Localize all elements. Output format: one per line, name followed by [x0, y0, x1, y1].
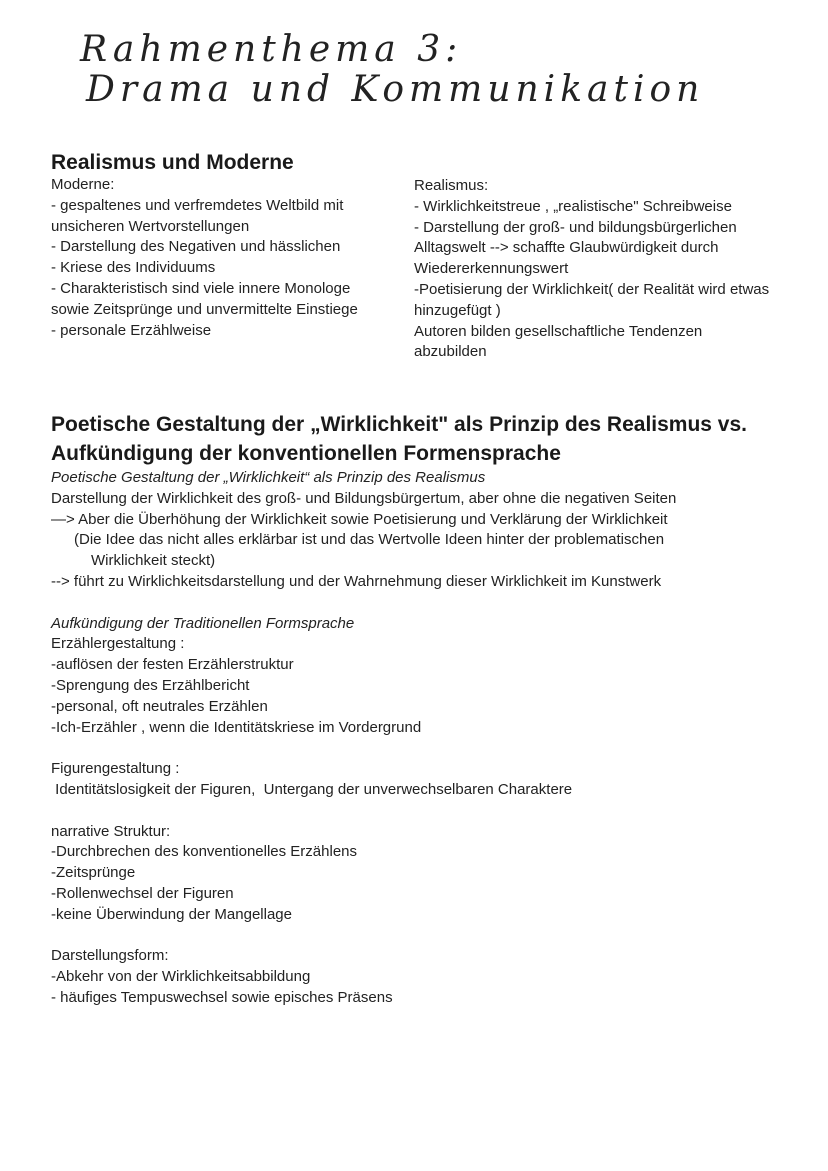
text-line: Wiedererkennungswert — [414, 260, 569, 278]
section-heading-realismus-moderne: Realismus und Moderne — [51, 151, 294, 174]
title-line-1: Rahmenthema 3: — [80, 29, 463, 70]
page-title — [80, 30, 704, 110]
list-item: -personal, oft neutrales Erzählen — [51, 697, 268, 715]
text-line: Identitätslosigkeit der Figuren, Untergang der unverwechselbaren Charaktere — [51, 780, 573, 798]
text-line: Wirklichkeit steckt) — [91, 552, 216, 570]
list-item: - häufiges Tempuswechsel sowie episches Präsens — [51, 988, 393, 1006]
text-line: Darstellung der Wirklichkeit des groß- und Bildungsbürgertum, aber ohne die negativen Seiten — [51, 489, 677, 507]
list-item: -Sprengung des Erzählbericht — [51, 676, 250, 694]
realismus-column — [414, 176, 814, 363]
label-erzaehlergestaltung: Erzählergestaltung : — [51, 635, 185, 653]
list-item: -Ich-Erzähler , wenn die Identitätskriese im Vordergrund — [51, 718, 422, 736]
label-figurengestaltung: Figurengestaltung : — [51, 760, 180, 778]
list-item: -Rollenwechsel der Figuren — [51, 884, 234, 902]
title-line-2: Drama und Kommunikation — [86, 69, 705, 110]
text-line: abzubilden — [414, 343, 487, 361]
text-line: - gespaltenes und verfremdetes Weltbild mit — [51, 196, 344, 214]
text-line: -Poetisierung der Wirklichkeit( der Realität wird etwas — [414, 280, 770, 298]
list-item: -Zeitsprünge — [51, 864, 136, 882]
text-line: Realismus: — [414, 177, 489, 194]
text-line: unsicheren Wertvorstellungen — [51, 217, 250, 235]
text-line: Alltagswelt --> schaffte Glaubwürdigkeit durch — [414, 239, 719, 257]
subheading-aufkuendigung: Aufkündigung der Traditionellen Formsprache — [51, 614, 355, 632]
text-line: - Darstellung der groß- und bildungsbürgerlichen — [414, 218, 737, 236]
moderne-column — [51, 175, 401, 341]
text-line: - Wirklichkeitstreue , „realistische" Schreibweise — [414, 197, 732, 215]
heading-line: Aufkündigung der konventionellen Formensprache — [51, 442, 561, 465]
text-line: - Kriese des Individuums — [51, 259, 216, 277]
list-item: -auflösen der festen Erzählerstruktur — [51, 656, 294, 674]
section-body — [51, 468, 821, 1009]
list-item: -keine Überwindung der Mangellage — [51, 905, 292, 923]
text-line: hinzugefügt ) — [414, 301, 501, 319]
label-narrative-struktur: narrative Struktur: — [51, 822, 171, 840]
text-line: —> Aber die Überhöhung der Wirklichkeit sowie Poetisierung und Verklärung der Wirklichkeit — [51, 510, 668, 528]
subheading-poetische-gestaltung: Poetische Gestaltung der „Wirklichkeit“ als Prinzip des Realismus — [51, 469, 486, 486]
text-line: Moderne: — [51, 176, 115, 193]
text-line: - personale Erzählweise — [51, 321, 212, 339]
text-line: (Die Idee das nicht alles erklärbar ist und das Wertvolle Ideen hinter der problematischen — [74, 531, 665, 549]
text-line: --> führt zu Wirklichkeitsdarstellung und der Wahrnehmung dieser Wirklichkeit im Kunstwerk — [51, 572, 662, 590]
list-item: -Abkehr von der Wirklichkeitsabbildung — [51, 968, 311, 986]
heading-line: Poetische Gestaltung der „Wirklichkeit" als Prinzip des Realismus vs. — [51, 413, 748, 436]
text-line: Autoren bilden gesellschaftliche Tendenzen — [414, 322, 703, 340]
text-line: - Charakteristisch sind viele innere Monologe — [51, 279, 351, 297]
list-item: -Durchbrechen des konventionelles Erzählens — [51, 843, 358, 861]
text-line: sowie Zeitsprünge und unvermittelte Einstiege — [51, 300, 358, 318]
text-line: - Darstellung des Negativen und hässlichen — [51, 238, 341, 256]
section-heading-poetische-gestaltung — [51, 410, 811, 468]
label-darstellungsform: Darstellungsform: — [51, 947, 169, 965]
